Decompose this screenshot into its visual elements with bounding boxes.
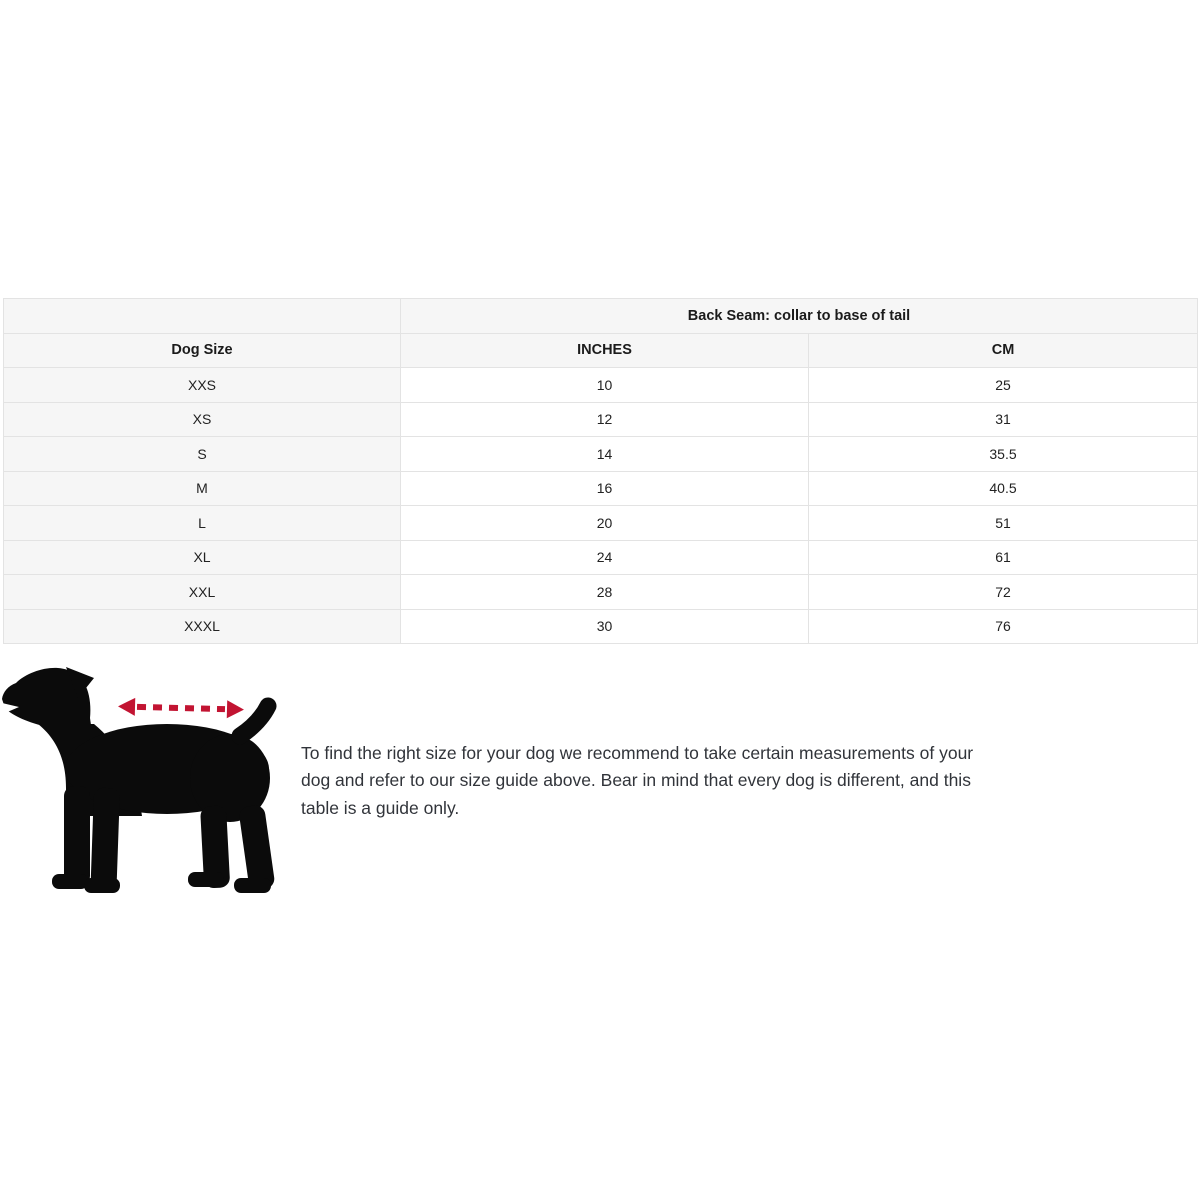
back-seam-measure-arrow-icon [118, 697, 244, 718]
cm-value: 76 [809, 609, 1198, 644]
cm-value: 35.5 [809, 437, 1198, 472]
inches-value: 14 [401, 437, 809, 472]
dog-silhouette-icon [2, 666, 284, 902]
table-row [4, 540, 1198, 575]
inches-value: 20 [401, 506, 809, 541]
cm-value: 31 [809, 402, 1198, 437]
size-label: XXL [4, 575, 401, 610]
size-note-line: dog and refer to our size guide above. Bear in mind that every dog is different, and this [301, 770, 971, 791]
back-seam-header: Back Seam: collar to base of tail [401, 299, 1198, 334]
table-row [4, 402, 1198, 437]
span-header-row [4, 299, 1198, 334]
cm-value: 51 [809, 506, 1198, 541]
inches-value: 16 [401, 471, 809, 506]
size-label: L [4, 506, 401, 541]
table-row [4, 506, 1198, 541]
table-row [4, 609, 1198, 644]
size-label: XXS [4, 368, 401, 403]
cm-value: 40.5 [809, 471, 1198, 506]
inches-value: 12 [401, 402, 809, 437]
inches-value: 10 [401, 368, 809, 403]
size-note-line: table is a guide only. [301, 797, 460, 818]
dog-measurement-figure [2, 666, 284, 902]
inches-value: 28 [401, 575, 809, 610]
col-header-dog-size: Dog Size [4, 333, 401, 368]
cm-value: 61 [809, 540, 1198, 575]
size-label: M [4, 471, 401, 506]
size-chart-table [3, 298, 1198, 644]
col-header-cm: CM [809, 333, 1198, 368]
table-row [4, 437, 1198, 472]
table-row [4, 471, 1198, 506]
table-row [4, 368, 1198, 403]
column-header-row [4, 333, 1198, 368]
size-label: XL [4, 540, 401, 575]
size-note-line: To find the right size for your dog we recommend to take certain measurements of your [301, 743, 974, 763]
col-header-inches: INCHES [401, 333, 809, 368]
cm-value: 72 [809, 575, 1198, 610]
size-label: XS [4, 402, 401, 437]
cm-value: 25 [809, 368, 1198, 403]
table-row [4, 575, 1198, 610]
inches-value: 24 [401, 540, 809, 575]
size-label: XXXL [4, 609, 401, 644]
inches-value: 30 [401, 609, 809, 644]
empty-corner-cell [4, 299, 401, 334]
size-label: S [4, 437, 401, 472]
size-note [301, 740, 1041, 822]
